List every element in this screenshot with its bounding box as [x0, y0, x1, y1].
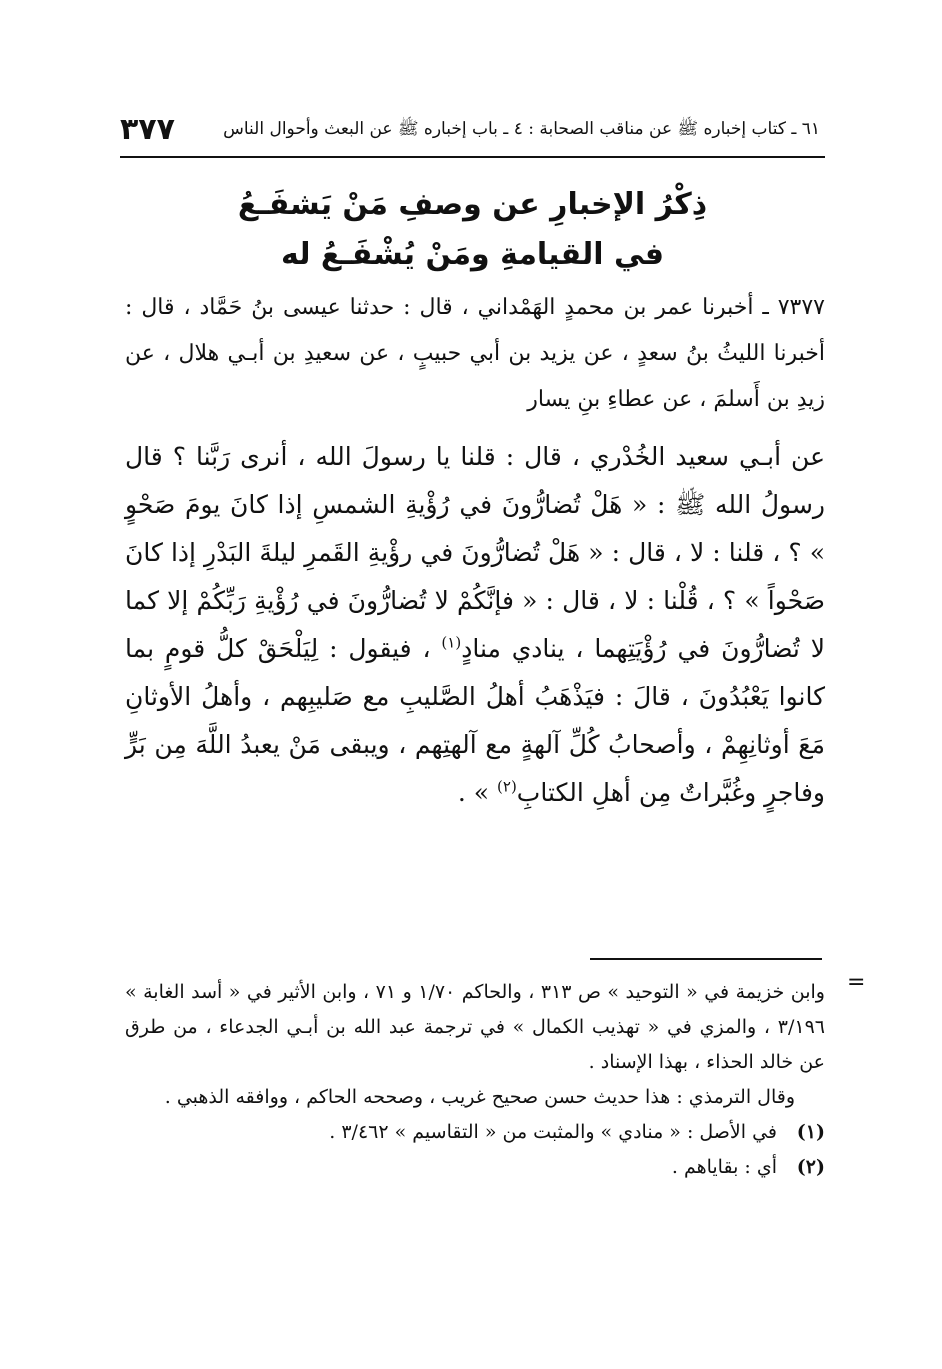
- footnote-continued-text: وابن خزيمة في « التوحيد » ص ٣١٣ ، والحاكم ١/٧٠ و ٧١ ، وابن الأثير في « أسد الغابة » ٣/١٩٦ ، والمزي في « تهذيب الكمال » في ترجمة عبد الله بن أبـي الجدعاء ، من طرق عن خالد الحذاء ، بهذا الإسناد .: [125, 981, 825, 1073]
- chapter-title-line-1: ذِكْرُ الإخبارِ عن وصفِ مَنْ يَشفَـعُ: [237, 187, 708, 222]
- hadith-matn: [125, 433, 825, 817]
- chapter-title: [120, 180, 825, 280]
- footnote-text: في الأصل : « منادي » والمثبت من « التقاسيم » ٣/٤٦٢ .: [329, 1121, 777, 1143]
- footnote-number: (٢): [796, 1156, 825, 1178]
- footnote-separator: [590, 958, 822, 960]
- footnote-ref-1[interactable]: (١): [441, 633, 462, 652]
- matn-paragraph: [125, 433, 825, 817]
- footnote-continuation-mark: =: [847, 970, 866, 995]
- isnad-text: ٧٣٧٧ ـ أخبرنا عمر بن محمدٍ الهَمْداني ، قال : حدثنا عيسى بنُ حَمَّاد ، قال : أخبرنا الليثُ بنُ سعدٍ ، عن يزيد بن أبي حبيبٍ ، عن سعيدِ بن أبـي هلال ، عن زيدِ بن أَسلمَ ، عن عطاءِ بنِ يسار: [125, 295, 825, 412]
- page-number: ٣٧٧: [120, 112, 175, 147]
- footnote-tirmidhi-note: وقال الترمذي : هذا حديث حسن صحيح غريب ، وصححه الحاكم ، ووافقه الذهبي .: [164, 1086, 795, 1108]
- footnotes: [125, 975, 825, 1185]
- footnote-item: [125, 1115, 825, 1150]
- chapter-title-line-2: في القيامةِ ومَنْ يُشْفَـعُ له: [281, 237, 664, 272]
- running-head: [120, 112, 820, 152]
- header-rule: [120, 156, 825, 158]
- hadith-isnad: [125, 285, 825, 423]
- matn-end: » .: [457, 778, 490, 807]
- footnote-number: (١): [796, 1121, 825, 1143]
- footnote-item: [125, 1150, 825, 1185]
- running-head-title: ٦١ ـ كتاب إخباره ﷺ عن مناقب الصحابة : ٤ ـ باب إخباره ﷺ عن البعث وأحوال الناس: [223, 119, 820, 139]
- footnote-ref-2[interactable]: (٢): [497, 777, 517, 796]
- matn-part-2: ، فيقول : لِيَلْحَقْ كلُّ قومٍ بما كانوا يَعْبُدُونَ ، قالَ : فيَذْهَبُ أهلُ الصَّليبِ مع صَليبِهم ، وأهلُ الأوثانِ مَعَ أوثانِهِمْ ، وأصحابُ كُلِّ آلهةٍ مع آلهتِهم ، ويبقى مَنْ يعبدُ اللَّهَ مِن بَرٍّ وفاجرٍ وغُبَّراتٌ مِن أهلِ الكتابِ: [125, 634, 825, 807]
- matn-part-1: عن أبـي سعيد الخُدْري ، قال : قلنا يا رسولَ الله ، أنرى رَبَّنا ؟ قال رسولُ الله ﷺ : « هَلْ تُضارُّونَ في رُؤْيةِ الشمسِ إذا كانَ يومَ صَحْوٍ » ؟ ، قلنا : لا ، قال : « هَلْ تُضارُّونَ في رؤْيةِ القَمرِ ليلةَ البَدْرِ إذا كانَ صَحْواً » ؟ ، قُلْنا : لا ، قال : « فإنَّكُمْ لا تُضارُّونَ في رُؤْيةِ رَبِّكُمْ إلا كما لا تُضارُّونَ في رُؤْيَتِهما ، ينادي منادٍ: [125, 442, 825, 663]
- footnote-text: أي : بقاياهم .: [671, 1156, 777, 1178]
